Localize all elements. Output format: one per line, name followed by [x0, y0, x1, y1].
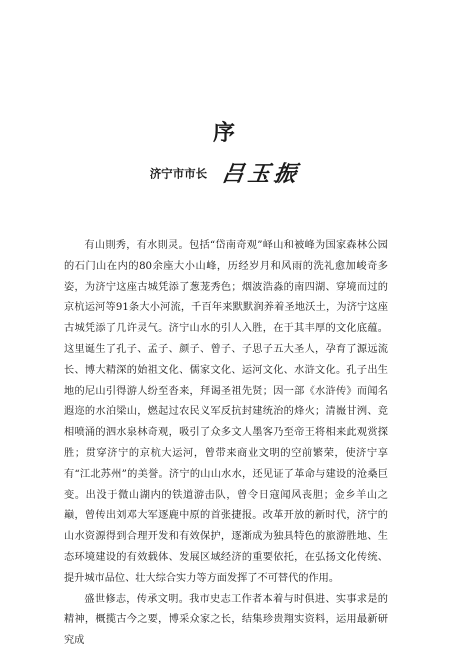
- author-title: 济宁市市长: [149, 166, 208, 181]
- paragraph-2: 盛世修志，传承文明。我市史志工作者本着与时俱进、实事求是的精神，概揽古今之要，博采众家之长，结集珍贵翔实资料，运用最新研究成: [64, 593, 388, 647]
- author-signature: 吕玉振: [220, 160, 303, 187]
- byline: [0, 158, 450, 188]
- body-text: [64, 236, 388, 652]
- page-title: 序: [212, 120, 237, 146]
- paragraph-1: 有山則秀，有水則灵。包括“岱南奇观”峄山和被峰为国家森林公园的石门山在内的80余座大小山峰，历经岁月和风雨的洗礼愈加峻奇多姿，为济宁这座古城凭添了葱茏秀色；烟波浩淼的南四湖、穿境而过的京杭运河等91条大小河流，千百年来默默润养着圣地沃土，为济宁这座古城凭添了几许灵气。济宁山水的引人入胜，在于其丰厚的文化底蕴。这里诞生了孔子、孟子、颜子、曾子、子思子五大圣人，孕育了源远流长、博大精深的始祖文化、儒家文化、运河文化、水浒文化。孔子出生地的尼山引得游人纷至沓来，拜谒圣祖先贤；因一部《水浒传》而闻名遐迩的水泊梁山，燃起过农民义军反抗封建统治的烽火；清嶶甘洌、竞相喷涌的泗水泉林奇观，吸引了众多文人墨客乃至帝王将相来此观赏探胜；贯穿济宁的京杭大运河，曾带来商业文明的空前繁荣，使济宁享有“江北苏州”的美誉。济宁的山山水水，还见证了革命与建设的沧桑巨变。出没于微山湖内的铁道游击队，曾令日寇闻风丧胆；金乡羊山之巅，曾传出刘邓大军逐鹿中原的首张捷报。改革开放的新时代，济宁的山水资源得到合理开发和有效保护，逐渐成为独具特色的旅游胜地、生态环境建设的有效载体、发展区域经济的重要依托，在弘扬文化传统、提升城市品位、壮大综合实力等方面发挥了不可替代的作用。: [64, 240, 388, 584]
